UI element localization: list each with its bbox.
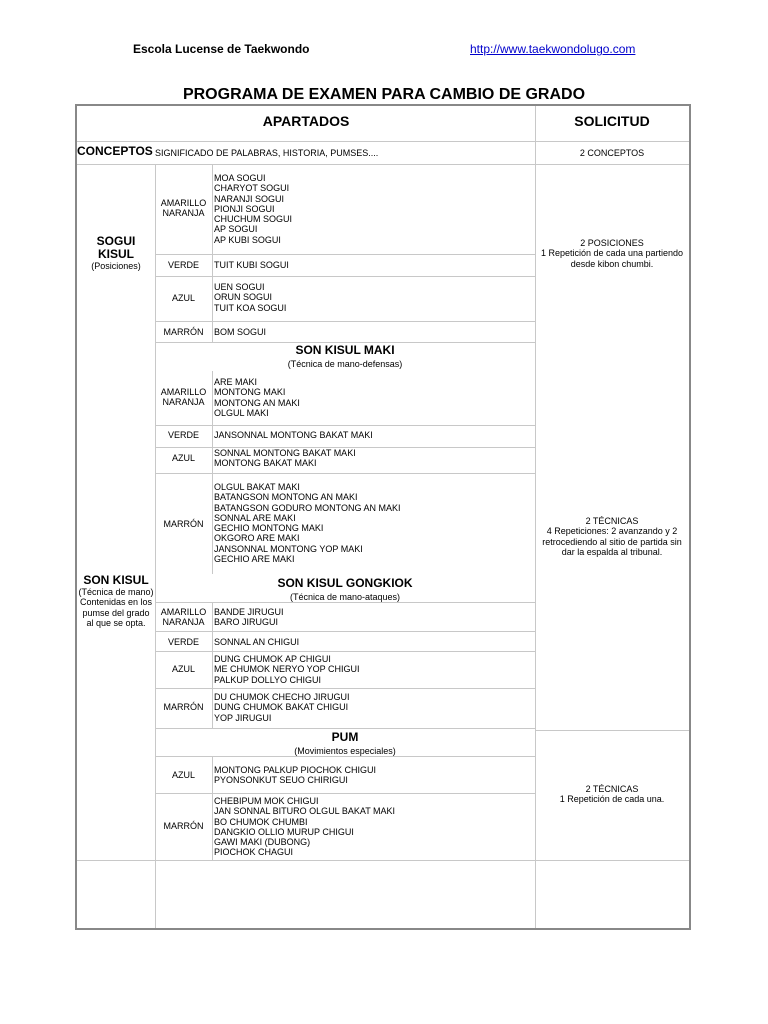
gongkiok-subtitle: (Técnica de mano-ataques): [289, 592, 401, 602]
technique-list: JANSONNAL MONTONG BAKAT MAKI: [214, 430, 373, 440]
technique-list: DUNG CHUMOK AP CHIGUI ME CHUMOK NERYO YOP CHIGUI PALKUP DOLLYO CHIGUI: [214, 654, 360, 685]
technique-list: SONNAL AN CHIGUI: [214, 637, 300, 647]
school-name: Escola Lucense de Taekwondo: [133, 42, 310, 56]
grade-label: MARRÓN: [163, 821, 204, 831]
grade-label: VERDE: [167, 260, 199, 270]
technique-list: ARE MAKI MONTONG MAKI MONTONG AN MAKI OLGUL MAKI: [214, 377, 300, 418]
pum-subtitle: (Movimientos especiales): [294, 746, 396, 756]
technique-list: CHEBIPUM MOK CHIGUI JAN SONNAL BITURO OLGUL BAKAT MAKI BO CHUMOK CHUMBI DANGKIO OLLIO MURUP CHIGUI GAWI MAKI (DUBONG) PIOCHOK CHAGUI: [214, 796, 396, 858]
grade-label: AZUL: [171, 770, 195, 780]
col-header-solicitud: SOLICITUD: [574, 113, 650, 129]
technique-list: OLGUL BAKAT MAKI BATANGSON MONTONG AN MAKI BATANGSON GODURO MONTONG AN MAKI SONNAL ARE MAKI GECHIO MONTONG MAKI OKGORO ARE MAKI JANSONNAL MONTONG YOP MAKI GECHIO ARE MAKI: [214, 482, 401, 565]
technique-list: BOM SOGUI: [214, 327, 267, 337]
exam-table: [75, 104, 691, 930]
technique-list: BANDE JIRUGUI BARO JIRUGUI: [214, 607, 284, 628]
grade-label: AZUL: [171, 293, 195, 303]
conceptos-solicitud: 2 CONCEPTOS: [579, 148, 645, 158]
grade-label: VERDE: [167, 430, 199, 440]
technique-list: MOA SOGUI CHARYOT SOGUI NARANJI SOGUI PIONJI SOGUI CHUCHUM SOGUI AP SOGUI AP KUBI SOGUI: [214, 173, 292, 245]
website-link[interactable]: http://www.taekwondolugo.com: [470, 42, 636, 56]
conceptos-label: CONCEPTOS: [77, 144, 153, 158]
grade-label: AMARILLO NARANJA: [160, 607, 207, 628]
grade-label: MARRÓN: [163, 519, 204, 529]
sogui-solicitud: 2 POSICIONES 1 Repetición de cada una partiendo desde kibon chumbi.: [540, 238, 684, 269]
technique-list: TUIT KUBI SOGUI: [214, 260, 289, 270]
page-title: PROGRAMA DE EXAMEN PARA CAMBIO DE GRADO: [182, 86, 586, 103]
son-kisul-label: SON KISUL (Técnica de mano) Contenidas en los pumse del grado al que se opta.: [78, 573, 154, 628]
technique-list: MONTONG PALKUP PIOCHOK CHIGUI PYONSONKUT SEUO CHIRIGUI: [214, 765, 377, 786]
technique-list: UEN SOGUI ORUN SOGUI TUIT KOA SOGUI: [214, 282, 287, 313]
grade-label: MARRÓN: [163, 702, 204, 712]
grade-label: VERDE: [167, 637, 199, 647]
maki-subtitle: (Técnica de mano-defensas): [287, 359, 403, 369]
grade-label: MARRÓN: [163, 327, 204, 337]
grade-label: AZUL: [171, 453, 195, 463]
sogui-kisul-label: SOGUI KISUL (Posiciones): [91, 234, 141, 271]
technique-list: SONNAL MONTONG BAKAT MAKI MONTONG BAKAT MAKI: [214, 448, 356, 469]
grade-label: AMARILLO NARANJA: [160, 198, 207, 219]
son-kisul-solicitud: 2 TÉCNICAS 4 Repeticiones: 2 avanzando y 2 retrocediendo al sitio de partida sin dar la espalda al tribunal.: [542, 516, 682, 557]
maki-title: SON KISUL MAKI: [295, 343, 395, 357]
col-header-apartados: APARTADOS: [262, 113, 350, 129]
grade-label: AMARILLO NARANJA: [160, 387, 207, 408]
conceptos-description: SIGNIFICADO DE PALABRAS, HISTORIA, PUMSES....: [155, 148, 379, 158]
pum-solicitud: 2 TÉCNICAS 1 Repetición de cada una.: [559, 784, 665, 805]
grade-label: AZUL: [171, 664, 195, 674]
gongkiok-title: SON KISUL GONGKIOK: [277, 576, 413, 590]
pum-title: PUM: [331, 730, 359, 744]
technique-list: DU CHUMOK CHECHO JIRUGUI DUNG CHUMOK BAKAT CHIGUI YOP JIRUGUI: [214, 692, 350, 723]
